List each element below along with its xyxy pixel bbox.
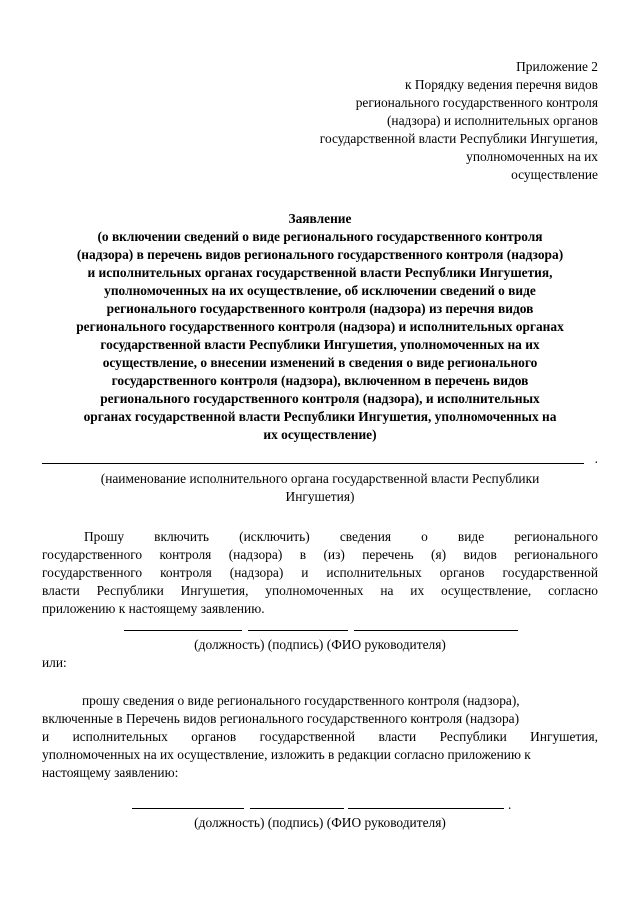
word: государственной bbox=[259, 729, 356, 744]
title-line: (надзора) в перечень видов регионального государственного контроля (надзора) bbox=[76, 247, 564, 262]
signature-caption-1: (должность) (подпись) (ФИО руководителя) bbox=[194, 637, 446, 652]
word: Прошу bbox=[84, 529, 125, 544]
director-name-field[interactable] bbox=[348, 808, 504, 809]
appendix-line: регионального государственного контроля bbox=[355, 95, 598, 110]
request-paragraph-amend bbox=[42, 692, 598, 782]
signature-caption-2: (должность) (подпись) (ФИО руководителя) bbox=[194, 815, 446, 830]
paragraph-line: уполномоченных на их осуществление, изложить в редакции согласно приложению к bbox=[42, 747, 531, 762]
caption-line: (наименование исполнительного органа государственной власти Республики bbox=[100, 471, 540, 486]
title-line: осуществление, о внесении изменений в сведения о виде регионального bbox=[102, 355, 538, 370]
appendix-line: осуществление bbox=[511, 167, 598, 182]
appendix-line: государственной власти Республики Ингушетия, bbox=[319, 131, 598, 146]
title-line: и исполнительных органах государственной власти Республики Ингушетия, bbox=[87, 265, 553, 280]
title-line: (о включении сведений о виде регионального государственного контроля bbox=[97, 229, 543, 244]
caption-line: Ингушетия) bbox=[285, 489, 355, 504]
title-line: регионального государственного контроля (надзора) из перечня видов bbox=[106, 301, 534, 316]
signature-fields-2 bbox=[42, 796, 598, 814]
word: (исключить) bbox=[239, 529, 310, 544]
signature-period: . bbox=[508, 797, 512, 812]
title-line: их осуществление) bbox=[263, 427, 377, 442]
word: и bbox=[42, 729, 50, 744]
signature-field[interactable] bbox=[248, 630, 348, 631]
word: включить bbox=[154, 529, 210, 544]
title-line: государственной власти Республики Ингушетия, уполномоченных на их bbox=[100, 337, 540, 352]
word: Ингушетия, bbox=[530, 729, 598, 744]
paragraph-line: государственного контроля (надзора) и исполнительных органов государственной bbox=[42, 565, 598, 580]
director-name-field[interactable] bbox=[354, 630, 518, 631]
appendix-line: (надзора) и исполнительных органов bbox=[386, 113, 598, 128]
title-line: органах государственной власти Республики Ингушетия, уполномоченных на bbox=[83, 409, 557, 424]
title-line: уполномоченных на их осуществление, об исключении сведений о виде bbox=[104, 283, 536, 298]
paragraph-line bbox=[42, 728, 598, 746]
paragraph-line: настоящему заявлению: bbox=[42, 765, 179, 780]
appendix-header bbox=[42, 58, 598, 184]
organization-name-caption bbox=[42, 470, 598, 506]
request-paragraph-include bbox=[42, 528, 598, 618]
title-line: государственного контроля (надзора), включенном в перечень видов bbox=[111, 373, 529, 388]
paragraph-line: государственного контроля (надзора) в (из) перечень (я) видов регионального bbox=[42, 547, 598, 562]
signature-fields-1 bbox=[42, 618, 598, 636]
title-line: регионального государственного контроля (надзора), и исполнительных bbox=[100, 391, 540, 406]
organization-name-underline bbox=[42, 463, 584, 464]
word: исполнительных bbox=[72, 729, 168, 744]
word: о bbox=[421, 529, 428, 544]
paragraph-line: включенные в Перечень видов регионального государственного контроля (надзора) bbox=[42, 711, 520, 726]
word: регионального bbox=[514, 529, 598, 544]
document-title bbox=[42, 210, 598, 444]
word: Республики bbox=[439, 729, 507, 744]
position-field[interactable] bbox=[124, 630, 242, 631]
word: сведения bbox=[339, 529, 392, 544]
document-page bbox=[42, 58, 598, 832]
organization-name-field[interactable] bbox=[42, 450, 598, 468]
or-label: или: bbox=[42, 655, 67, 670]
appendix-line: уполномоченных на их bbox=[466, 149, 598, 164]
paragraph-line: прошу сведения о виде регионального государственного контроля (надзора), bbox=[82, 693, 520, 708]
appendix-line: Приложение 2 bbox=[516, 59, 598, 74]
paragraph-first-line bbox=[42, 528, 598, 546]
paragraph-line: власти Республики Ингушетия, уполномоченных на их осуществление, согласно bbox=[42, 583, 598, 598]
appendix-line: к Порядку ведения перечня видов bbox=[405, 77, 598, 92]
title-heading: Заявление bbox=[288, 211, 352, 226]
word: органов bbox=[191, 729, 237, 744]
organization-name-period: . bbox=[594, 451, 598, 466]
signature-field[interactable] bbox=[250, 808, 344, 809]
word: виде bbox=[457, 529, 485, 544]
paragraph-line: приложению к настоящему заявлению. bbox=[42, 601, 265, 616]
word: власти bbox=[378, 729, 417, 744]
title-line: регионального государственного контроля (надзора) и исполнительных органах bbox=[76, 319, 564, 334]
position-field[interactable] bbox=[132, 808, 244, 809]
